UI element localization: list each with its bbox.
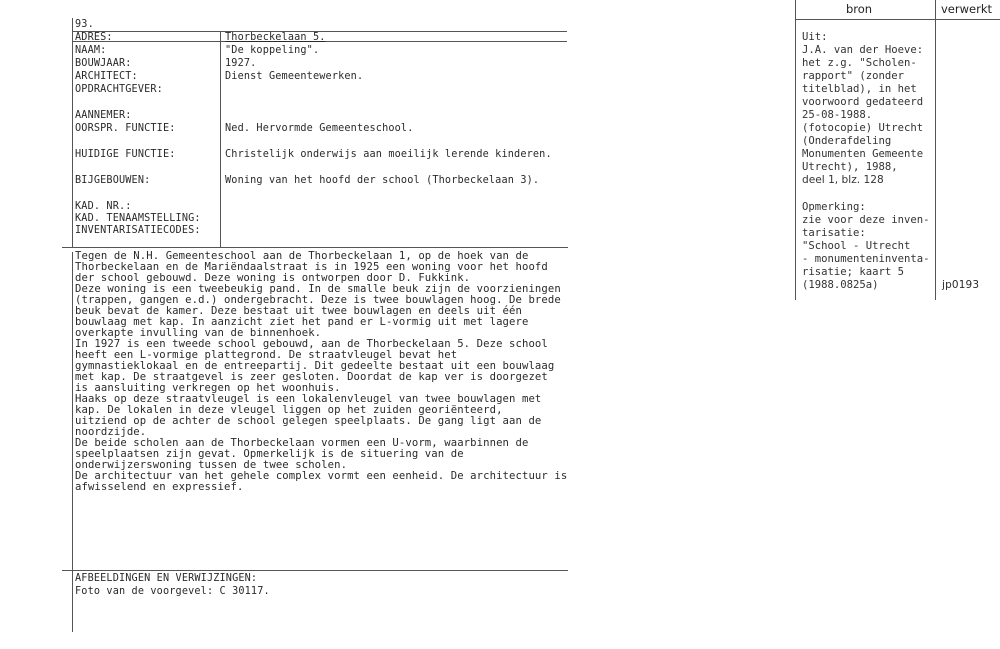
field-value-architect: Dienst Gemeentewerken. xyxy=(225,71,364,82)
description-line: De architectuur van het gehele complex vormt een eenheid. De architectuur is xyxy=(75,470,568,482)
sidebar-column-divider xyxy=(935,0,936,300)
description-line: Tegen de N.H. Gemeenteschool aan de Thorbeckelaan 1, op de hoek van de xyxy=(75,250,529,262)
description-line: bouwlaag met kap. In aanzicht ziet het pand er L-vormig uit met lagere xyxy=(75,316,529,328)
field-value-bouwjaar: 1927. xyxy=(225,58,257,69)
figures-heading: AFBEELDINGEN EN VERWIJZINGEN: xyxy=(75,573,258,584)
description-line: der school gebouwd. Deze woning is ontworpen door D. Fukkink. xyxy=(75,272,471,284)
column-header-verwerkt: verwerkt xyxy=(941,2,992,16)
rule-figures xyxy=(62,570,568,571)
description-line: (trappen, gangen e.d.) ondergebracht. Deze is twee bouwlagen hoog. De brede xyxy=(75,294,561,306)
remark-line: zie voor deze inven- xyxy=(802,214,930,226)
column-header-bron: bron xyxy=(846,2,873,16)
rule-fields-end xyxy=(62,247,568,248)
field-column-divider xyxy=(220,31,221,247)
description-line: De beide scholen aan de Thorbeckelaan vormen een U-vorm, waarbinnen de xyxy=(75,437,529,449)
field-value-bijgebouwen: Woning van het hoofd der school (Thorbeckelaan 3). xyxy=(225,175,540,186)
source-line: (Onderafdeling xyxy=(802,135,892,147)
remark-line: Opmerking: xyxy=(802,201,866,213)
field-value-huidige-functie: Christelijk onderwijs aan moeilijk lerende kinderen. xyxy=(225,149,552,160)
left-border-line xyxy=(72,18,73,248)
field-label-architect: ARCHITECT: xyxy=(75,71,138,82)
figures-photo-reference: Foto van de voorgevel: C 30117. xyxy=(75,586,270,597)
remark-line: (1988.0825a) xyxy=(802,279,879,291)
processed-code: jp0193 xyxy=(942,279,980,291)
description-line: Haaks op deze straatvleugel is een lokalenvleugel van twee bouwlagen met xyxy=(75,393,542,405)
remark-line: risatie; kaart 5 xyxy=(802,266,905,278)
field-label-aannemer: AANNEMER: xyxy=(75,110,132,121)
left-border-line-lower xyxy=(72,252,73,577)
field-label-opdrachtgever: OPDRACHTGEVER: xyxy=(75,84,163,95)
source-line: 25-08-1988. xyxy=(802,109,873,121)
field-label-bouwjaar: BOUWJAAR: xyxy=(75,58,132,69)
description-line: onderwijzerswoning tussen de twee scholen. xyxy=(75,459,348,471)
field-label-oorspr-functie: OORSPR. FUNCTIE: xyxy=(75,123,176,134)
description-line: met kap. De straatgevel is zeer gesloten. Doordat de kap ver is doorgezet xyxy=(75,371,548,383)
field-label-naam: NAAM: xyxy=(75,45,107,56)
source-line: J.A. van der Hoeve: xyxy=(802,44,924,56)
description-line: overkapte invulling van de binnenhoek. xyxy=(75,327,322,339)
source-line: Utrecht), 1988, xyxy=(802,161,898,173)
source-line: deel 1, blz. 128 xyxy=(802,174,884,186)
field-value-adres: Thorbeckelaan 5. xyxy=(225,32,326,43)
sidebar-header-rule xyxy=(795,19,1000,20)
field-label-bijgebouwen: BIJGEBOUWEN: xyxy=(75,175,151,186)
field-label-huidige-functie: HUIDIGE FUNCTIE: xyxy=(75,149,176,160)
source-line: rapport" (zonder xyxy=(802,70,905,82)
field-value-naam: "De koppeling". xyxy=(225,45,320,56)
remark-line: "School - Utrecht xyxy=(802,240,911,252)
field-label-adres: ADRES: xyxy=(75,32,113,43)
sidebar-left-border xyxy=(795,0,796,300)
source-line: (fotocopie) Utrecht xyxy=(802,122,924,134)
source-line: voorwoord gedateerd xyxy=(802,96,924,108)
field-label-kad-nr: KAD. NR.: xyxy=(75,201,132,212)
left-border-line-figures xyxy=(72,572,73,632)
source-line: Uit: xyxy=(802,31,828,43)
description-line: uitziend op de achter de school gelegen speelplaats. De gang ligt aan de xyxy=(75,415,542,427)
description-line: noordzijde. xyxy=(75,426,147,438)
description-line: Deze woning is een tweebeukig pand. In de smalle beuk zijn de voorzieningen xyxy=(75,283,561,295)
description-line: Thorbeckelaan en de Mariëndaalstraat is in 1925 een woning voor het hoofd xyxy=(75,261,548,273)
field-label-inventarisatiecodes: INVENTARISATIECODES: xyxy=(75,225,201,236)
source-line: het z.g. "Scholen- xyxy=(802,57,917,69)
description-line: afwisselend en expressief. xyxy=(75,481,244,493)
source-line: titelblad), in het xyxy=(802,83,917,95)
description-line: is aansluiting verkregen op het woonhuis. xyxy=(75,382,341,394)
field-label-kad-tenaamstelling: KAD. TENAAMSTELLING: xyxy=(75,213,201,224)
description-line: beuk bevat de kamer. Deze bestaat uit twee bouwlagen en deels uit één xyxy=(75,305,522,317)
description-line: gymnastieklokaal en de entreepartij. Dit gedeelte bestaat uit een bouwlaag xyxy=(75,360,555,372)
field-value-oorspr-functie: Ned. Hervormde Gemeenteschool. xyxy=(225,123,414,134)
description-line: In 1927 is een tweede school gebouwd, aan de Thorbeckelaan 5. Deze school xyxy=(75,338,548,350)
source-line: Monumenten Gemeente xyxy=(802,148,924,160)
description-line: kap. De lokalen in deze vleugel liggen op het zuiden georiënteerd, xyxy=(75,404,503,416)
description-line: speelplaatsen zijn gevat. Opmerkelijk is de situering van de xyxy=(75,448,464,460)
remark-line: tarisatie: xyxy=(802,227,866,239)
remark-line: - monumenteninventa- xyxy=(802,253,930,265)
description-line: heeft een L-vormige plattegrond. De straatvleugel bevat het xyxy=(75,349,458,361)
card-number: 93. xyxy=(75,19,94,30)
